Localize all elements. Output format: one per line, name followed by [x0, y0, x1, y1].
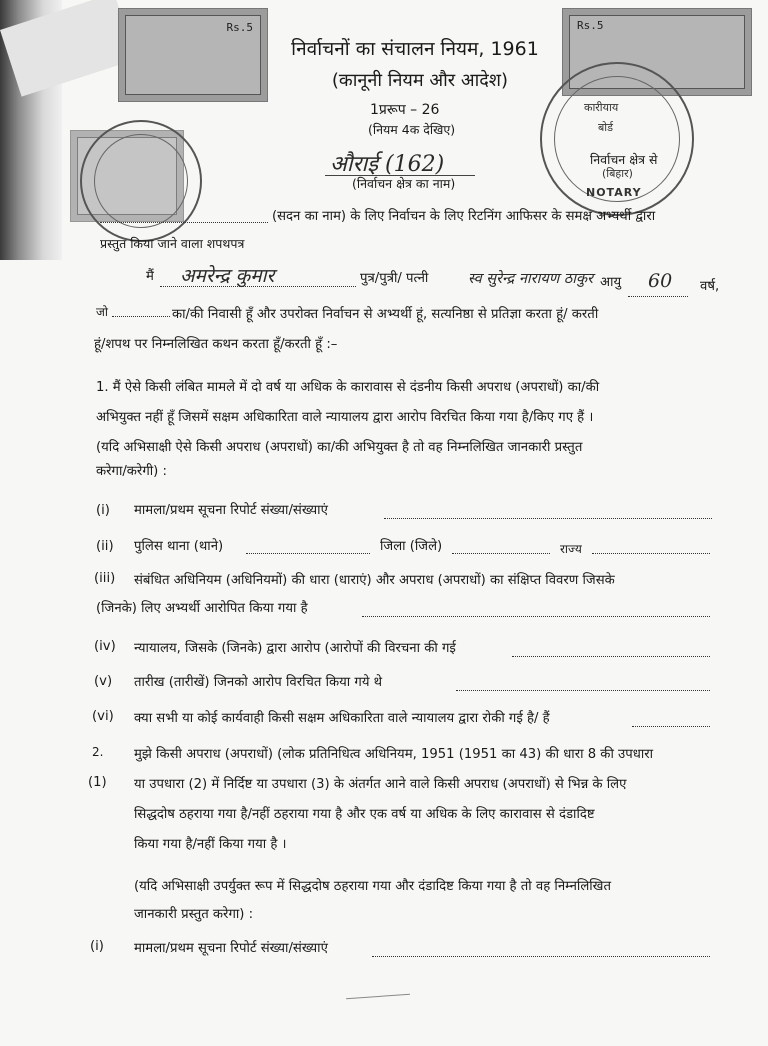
state-label: राज्य: [560, 542, 582, 556]
years-label: वर्ष,: [700, 279, 720, 294]
stamp-value-left: Rs.5: [226, 21, 253, 34]
notary-stamp-text: निर्वाचन क्षेत्र से: [590, 152, 658, 167]
item-text: तारीख (तारीखें) जिनको आरोप विरचित किया गये थे: [134, 675, 383, 690]
form-number: 1प्ररूप – 26: [370, 102, 440, 118]
constituency-name: औराई (162): [330, 152, 445, 177]
item-blank: [384, 518, 712, 519]
intro-line-1: (सदन का नाम) के लिए निर्वाचन के लिए रिटनिंग आफिसर के समक्ष अभ्यर्थी द्वारा: [272, 209, 656, 224]
item-text: संबंधित अधिनियम (अधिनियमों) की धारा (धाराएं) और अपराध (अपराधों) का संक्षिप्त विवरण जिसके: [134, 573, 615, 588]
oath-text: हूं/शपथ पर निम्नलिखित कथन करता हूँ/करती हूँ :–: [94, 337, 338, 352]
item-blank: [632, 726, 710, 727]
item-text-continued: (जिनके) लिए अभ्यर्थी आरोपित किया गया है: [96, 601, 308, 616]
item-num: (v): [94, 674, 113, 689]
para2-line-5: (यदि अभिसाक्षी उपर्युक्त रूप में सिद्धदोष ठहराया गया और दंडादिष्ट किया गया है तो वह निम्नलिखित: [134, 879, 611, 894]
para2-line-1: मुझे किसी अपराध (अपराधों) (लोक प्रतिनिधित्व अधिनियम, 1951 (1951 का 43) की धारा 8 की उपधारा: [134, 747, 654, 762]
para2-line-3: सिद्धदोष ठहराया गया है/नहीं ठहराया गया है और एक वर्ष या अधिक के लिए कारावास से दंडादिष्ट: [134, 807, 595, 822]
para2-line-4: किया गया है/नहीं किया गया है ।: [134, 837, 287, 852]
para1-line-4: करेगा/करेगी) :: [96, 464, 167, 479]
item-blank: [456, 690, 710, 691]
round-seal-left: [80, 120, 202, 242]
para1-line-2: अभियुक्त नहीं हूँ जिसमें सक्षम अधिकारिता वाले न्यायालय द्वारा आरोप विरचित किया गया है/किए गए हैं ।: [96, 410, 594, 425]
house-name-blank: [100, 222, 268, 223]
district-blank: [452, 553, 550, 554]
pen-mark: [346, 994, 410, 999]
notary-seal-text-3: (बिहार): [602, 167, 633, 180]
item-num: (vi): [92, 709, 114, 724]
declarant-name: अमरेन्द्र कुमार: [180, 265, 275, 287]
declarant-main-label: मैं: [146, 269, 154, 284]
para1-line-1: 1. मैं ऐसे किसी लंबित मामले में दो वर्ष या अधिक के कारावास से दंडनीय किसी अपराध (अपराधों) का/की: [96, 380, 600, 395]
notary-seal-text-2: बोर्ड: [598, 121, 614, 134]
declarant-name-line: [160, 286, 356, 287]
police-station-blank: [246, 553, 370, 554]
item-num: (ii): [96, 539, 114, 554]
para2-line-6: जानकारी प्रस्तुत करेगा) :: [134, 907, 254, 922]
para2-item-text: मामला/प्रथम सूचना रिपोर्ट संख्या/संख्याएं: [134, 941, 328, 956]
revenue-stamp-left: [118, 8, 268, 102]
intro-line-2: प्रस्तुत किया जाने वाला शपथपत्र: [100, 236, 245, 251]
para2-item-blank: [372, 956, 710, 957]
item-num: (i): [96, 503, 110, 518]
item-num: (iv): [94, 639, 116, 654]
resident-blank: [112, 316, 170, 317]
relation-label: पुत्र/पुत्री/ पत्नी: [360, 271, 429, 286]
resident-text: का/की निवासी हूँ और उपरोक्त निर्वाचन से अभ्यर्थी हूं, सत्यनिष्ठा से प्रतिज्ञा करता हूं/ करती: [172, 307, 599, 322]
para2-line-2: या उपधारा (2) में निर्दिष्ट या उपधारा (3) के अंतर्गत आने वाले किसी अपराध (अपराधों) से भिन्न के लिए: [134, 777, 627, 792]
para2-number: 2.: [92, 745, 104, 759]
document-subtitle: (कानूनी नियम और आदेश): [331, 70, 509, 91]
item-num: (iii): [94, 571, 116, 586]
document-title: निर्वाचनों का संचालन नियम, 1961: [291, 38, 539, 60]
para2-sub-number: (1): [88, 775, 107, 790]
age-line: [628, 296, 688, 297]
stamp-value-right: Rs.5: [577, 19, 604, 32]
district-label: जिला (जिले): [380, 539, 443, 554]
relation-name: स्व सुरेन्द्र नारायण ठाकुर: [468, 271, 594, 287]
item-text: पुलिस थाना (थाने): [134, 539, 224, 554]
state-blank: [592, 553, 710, 554]
para2-item-num: (i): [90, 939, 104, 954]
constituency-label: (निर्वाचन क्षेत्र का नाम): [352, 176, 456, 191]
age-value: 60: [648, 270, 673, 292]
item-blank: [512, 656, 710, 657]
resident-prefix: जो: [96, 305, 109, 319]
age-label: आयु: [600, 275, 622, 290]
notary-seal-text-1: कारीयाय: [584, 101, 619, 114]
item-text: मामला/प्रथम सूचना रिपोर्ट संख्या/संख्याएं: [134, 503, 328, 518]
item-text: क्या सभी या कोई कार्यवाही किसी सक्षम अधिकारिता वाले न्यायालय द्वारा रोकी गई है/ हैं: [134, 711, 550, 726]
item-text: न्यायालय, जिसके (जिनके) द्वारा आरोप (आरोपों की विरचना की गई: [134, 641, 456, 656]
item-blank: [362, 616, 710, 617]
para1-line-3: (यदि अभिसाक्षी ऐसे किसी अपराध (अपराधों) का/की अभियुक्त है तो वह निम्नलिखित जानकारी प्रस्तुत: [96, 440, 583, 455]
notary-seal-label: NOTARY: [586, 186, 642, 199]
rule-reference: (नियम 4क देखिए): [368, 122, 456, 137]
